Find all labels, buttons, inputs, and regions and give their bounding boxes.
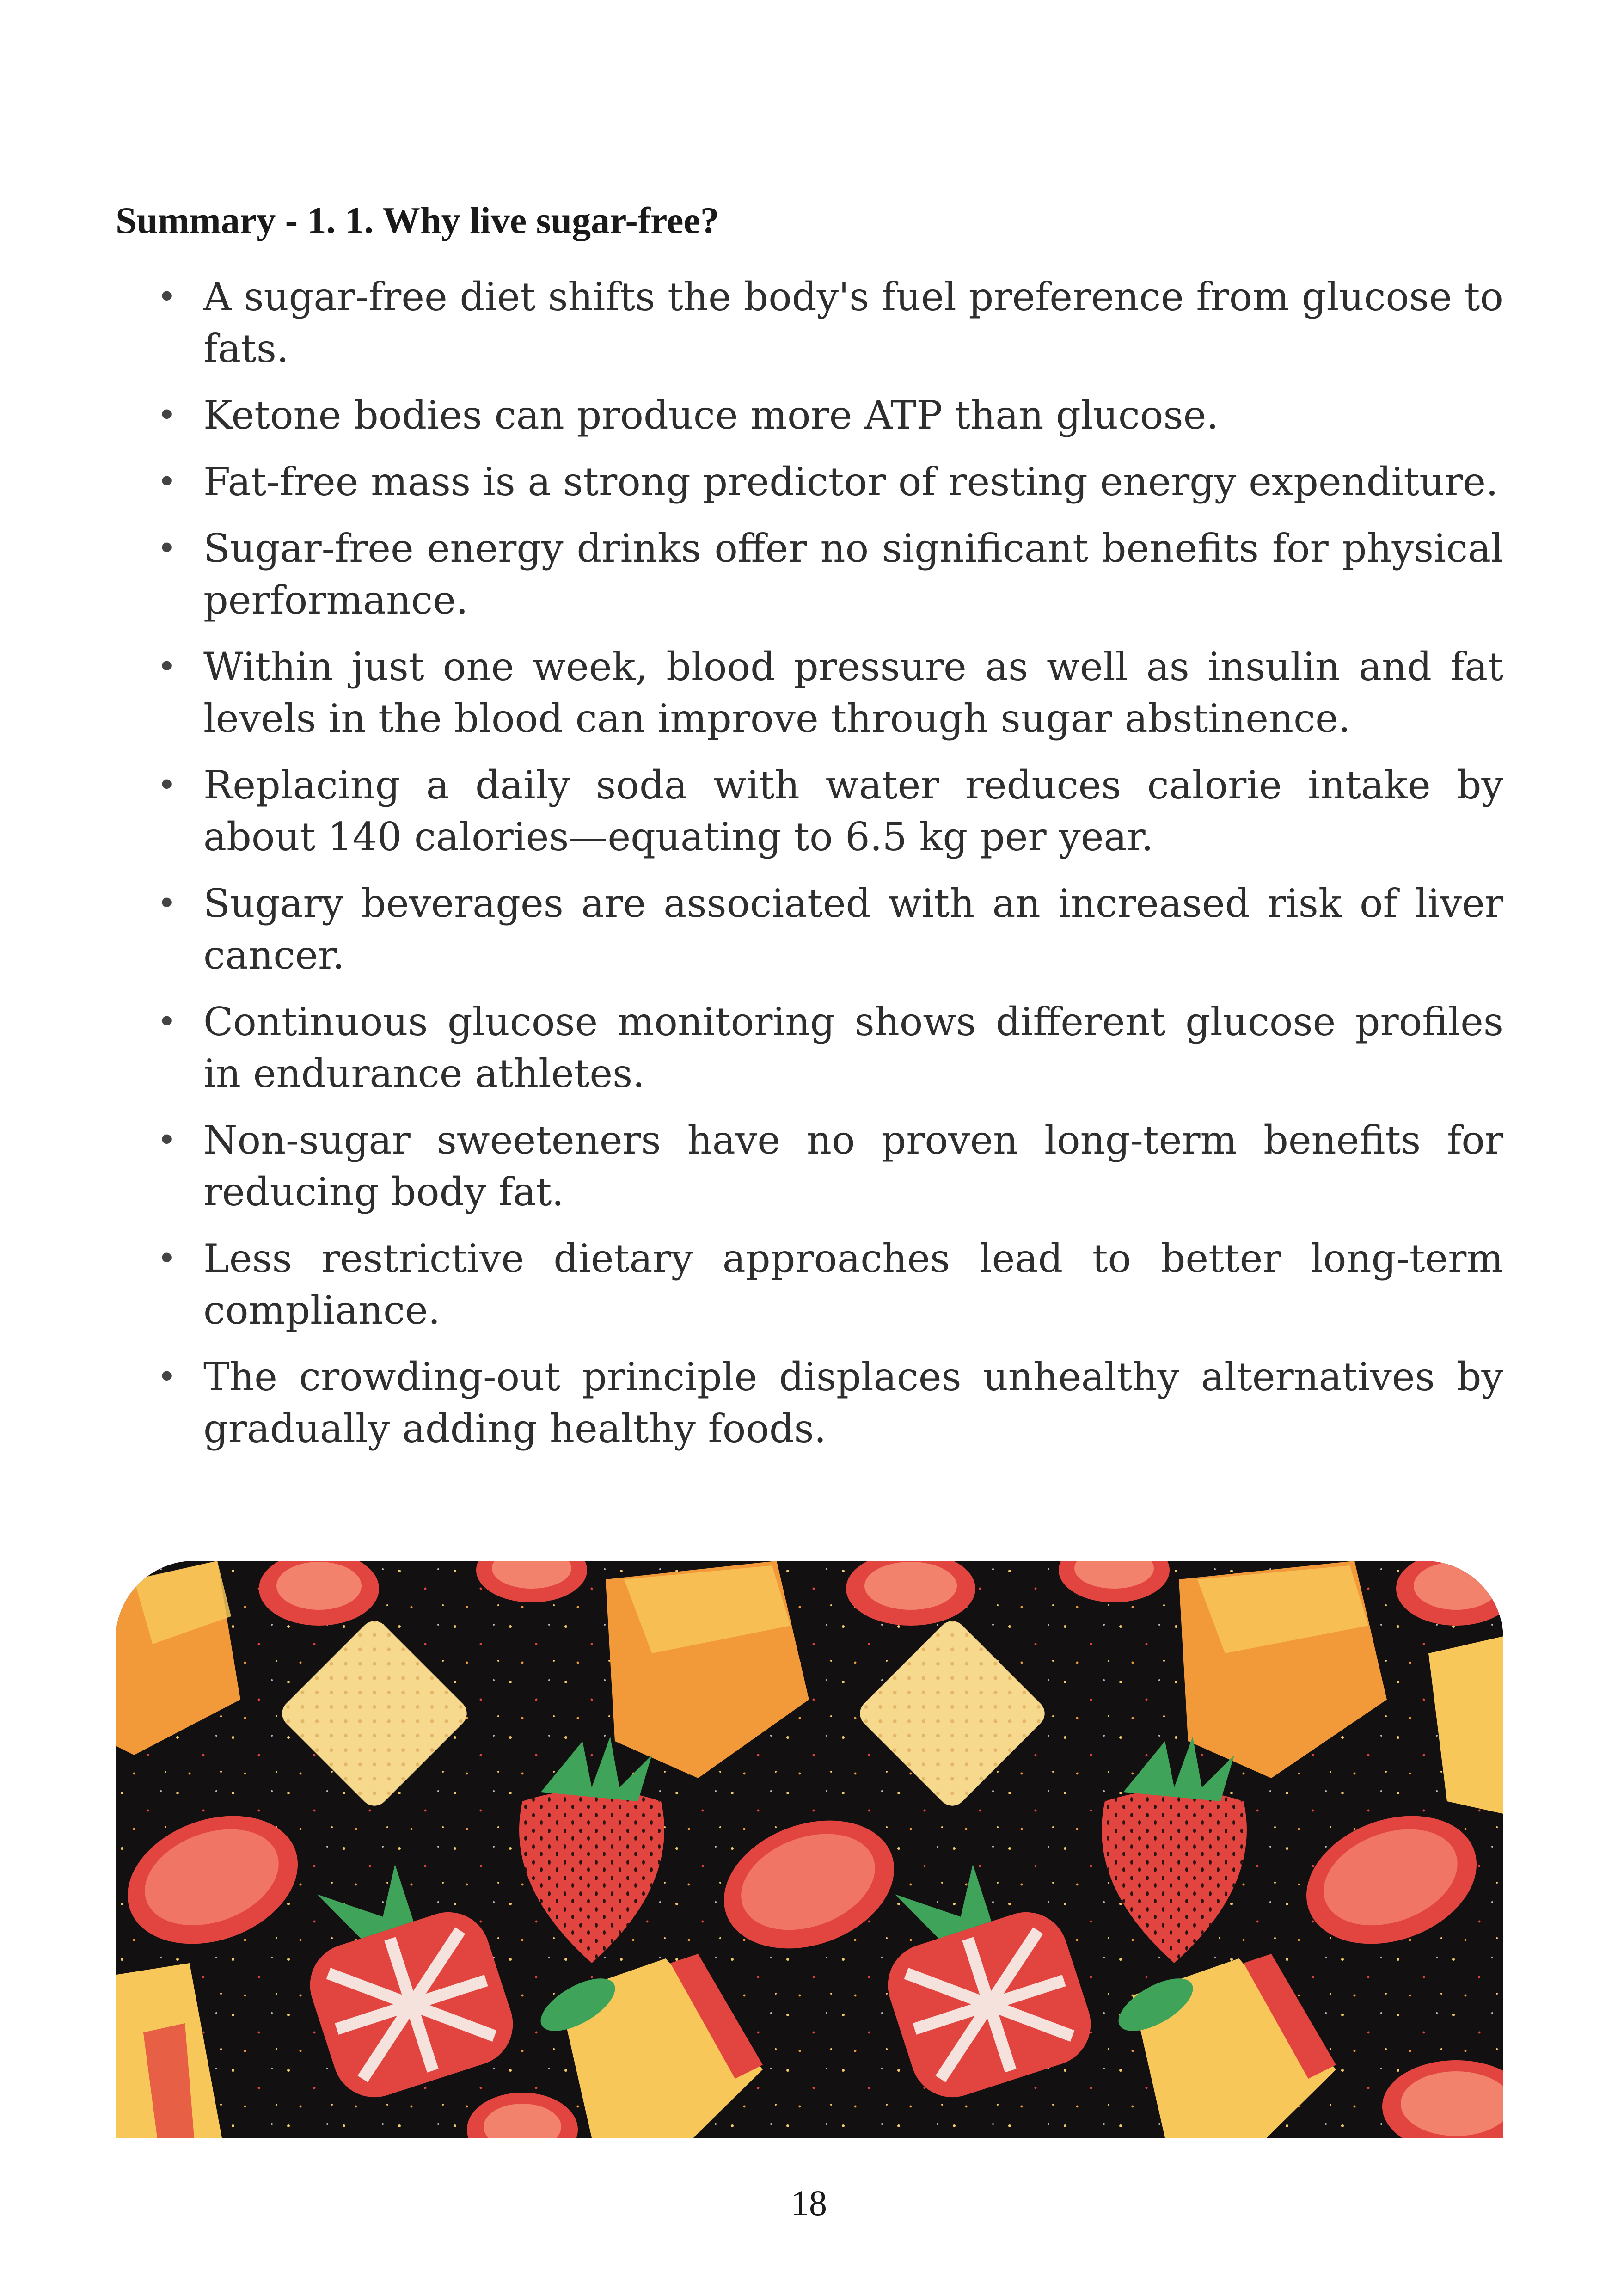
bullet-icon: • — [157, 766, 177, 804]
list-item — [157, 1233, 1503, 1336]
list-item — [157, 389, 1503, 441]
bullet-icon: • — [157, 884, 177, 922]
illustration-svg — [116, 1561, 1503, 2138]
list-item-text: Ketone bodies can produce more ATP than glucose. — [203, 393, 1219, 438]
list-item-text: Sugary beverages are associated with an increased risk of liver cancer. — [203, 881, 1503, 978]
list-item-text: Fat-free mass is a strong predictor of resting energy expenditure. — [203, 459, 1498, 504]
bullet-icon: • — [157, 463, 177, 501]
bullet-icon: • — [157, 396, 177, 434]
summary-title: Summary - 1. 1. Why live sugar-free? — [116, 199, 719, 241]
bullet-icon: • — [157, 278, 177, 316]
list-item-text: The crowding-out principle displaces unhealthy alternatives by gradually adding healthy foods. — [203, 1354, 1503, 1451]
page-number: 18 — [791, 2183, 827, 2223]
list-item-text: Sugar-free energy drinks offer no significant benefits for physical performance. — [203, 526, 1503, 623]
list-item — [157, 759, 1503, 863]
list-item — [157, 996, 1503, 1099]
list-item — [157, 1114, 1503, 1218]
list-item — [157, 456, 1503, 508]
bullet-icon: • — [157, 529, 177, 567]
list-item-text: A sugar-free diet shifts the body's fuel preference from glucose to fats. — [203, 274, 1503, 371]
list-item — [157, 271, 1503, 374]
list-item — [157, 641, 1503, 744]
list-item-text: Less restrictive dietary approaches lead to better long-term compliance. — [203, 1236, 1503, 1333]
list-item — [157, 522, 1503, 626]
list-item-text: Within just one week, blood pressure as well as insulin and fat levels in the blood can improve through sugar abstinence. — [203, 644, 1503, 741]
bullet-icon: • — [157, 1121, 177, 1159]
list-item-text: Continuous glucose monitoring shows different glucose profiles in endurance athletes. — [203, 999, 1503, 1096]
list-item-text: Replacing a daily soda with water reduces calorie intake by about 140 calories—equating to 6.5 kg per year. — [203, 762, 1503, 859]
bullet-icon: • — [157, 1003, 177, 1041]
list-item — [157, 1351, 1503, 1455]
bullet-icon: • — [157, 1358, 177, 1396]
summary-bullet-list — [157, 271, 1503, 1469]
bullet-icon: • — [157, 648, 177, 686]
list-item-text: Non-sugar sweeteners have no proven long-term benefits for reducing body fat. — [203, 1117, 1503, 1215]
list-item — [157, 878, 1503, 981]
bullet-icon: • — [157, 1240, 177, 1277]
fruit-candy-illustration — [116, 1561, 1503, 2138]
